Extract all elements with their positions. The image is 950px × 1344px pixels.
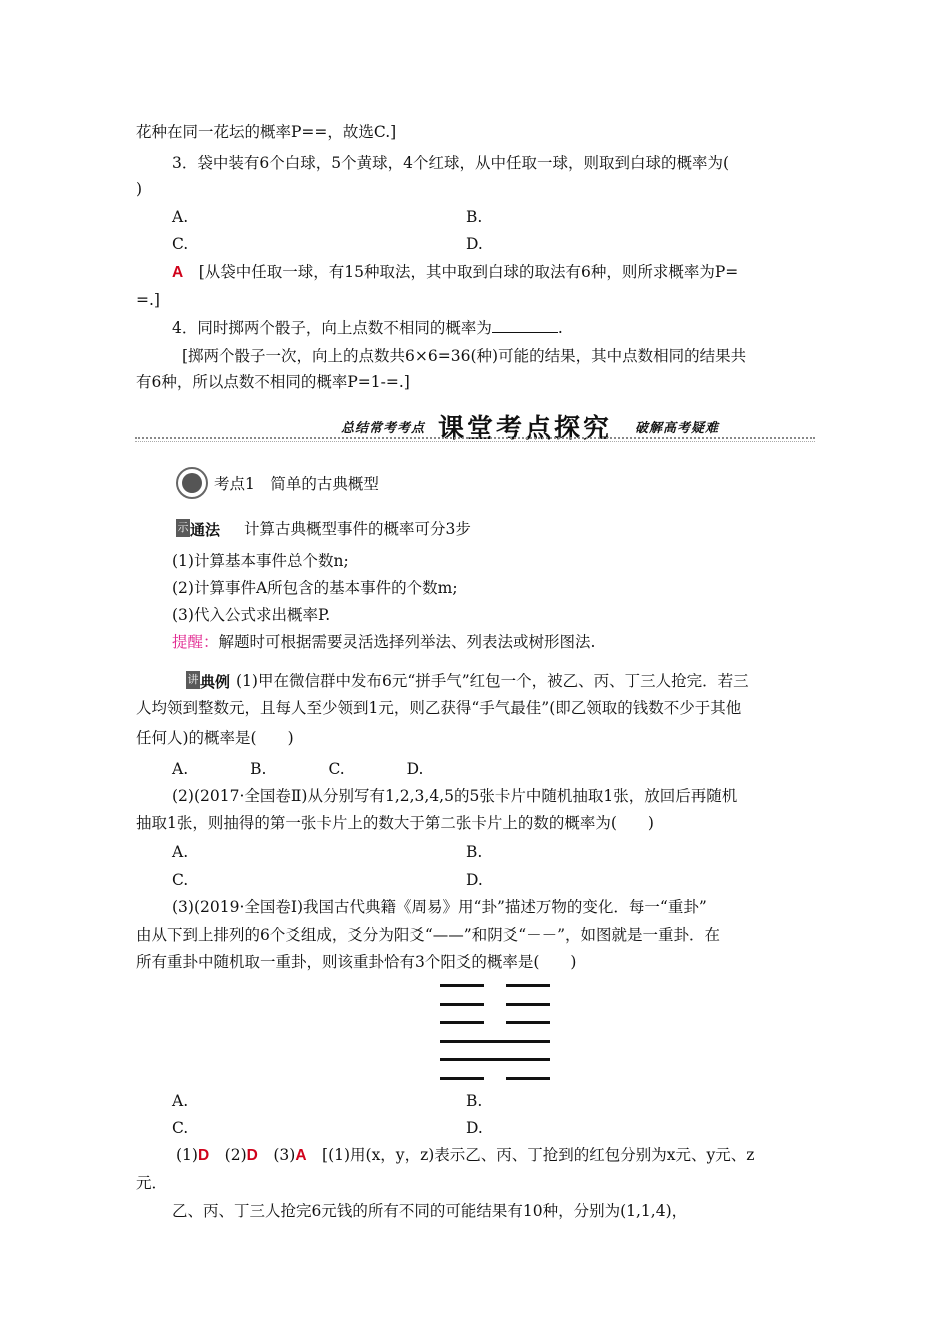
last-line: 乙、丙、丁三人抢完6元钱的所有不同的可能结果有10种，分别为(1,1,4)，	[172, 1202, 688, 1220]
banner-right: 破解高考疑难	[635, 421, 720, 436]
yin-line-segment	[440, 1021, 484, 1024]
answer-4-cont: 有6种，所以点数不相同的概率P=1-=.]	[136, 373, 410, 391]
option-b: B.	[466, 208, 483, 226]
example-1-cont: 人均领到整数元，且每人至少领到1元，则乙获得“手气最佳”(即乙领取的钱数不少于其他	[136, 699, 742, 717]
answer-letter: A	[172, 264, 184, 281]
yin-line-segment	[506, 1021, 550, 1024]
yin-line-segment	[506, 984, 550, 987]
option-d: D.	[466, 1119, 483, 1137]
option-d: D.	[466, 871, 483, 889]
option-c: C.	[172, 235, 189, 253]
option-a: A.	[172, 843, 189, 861]
option-b: B.	[466, 843, 483, 861]
answer-cont: 元．	[136, 1174, 168, 1192]
option-a: A.	[172, 1092, 189, 1110]
yang-line	[440, 1040, 550, 1043]
method-line: 计算古典概型事件的概率可分3步	[244, 520, 471, 538]
answer-line	[176, 1145, 754, 1166]
tip-text: 解题时可根据需要灵活选择列举法、列表法或树形图法.	[218, 633, 596, 651]
example-3-cont: 由从下到上排列的6个爻组成，爻分为阳爻“——”和阴爻“－－”，如图就是一重卦．在	[136, 926, 721, 944]
question-3-cont: )	[136, 180, 143, 198]
answer-part: (3)	[257, 1146, 296, 1164]
answer-letter: D	[197, 1147, 210, 1164]
tag-label: 典例	[200, 673, 231, 691]
section-title: 考点1 简单的古典概型	[214, 475, 379, 493]
section-circle-icon	[176, 467, 208, 499]
answer-3-cont: =.]	[136, 291, 160, 309]
answer-part: (2)	[209, 1146, 247, 1164]
yin-line-segment	[440, 984, 484, 987]
yin-line-segment	[440, 1077, 484, 1080]
answer-4: [掷两个骰子一次，向上的点数共6×6=36(种)可能的结果，其中点数相同的结果共	[182, 347, 747, 365]
example-3: (3)(2019·全国卷Ⅰ)我国古代典籍《周易》用“卦”描述万物的变化．每一“重卦”	[172, 898, 707, 916]
section-banner	[135, 408, 815, 444]
hexagram-figure	[440, 980, 550, 1080]
option-c: C.	[172, 871, 189, 889]
banner-divider	[135, 437, 815, 439]
banner-left: 总结常考考点	[341, 421, 426, 436]
yin-line-segment	[506, 1003, 550, 1006]
example-2-cont: 抽取1张，则抽得的第一张卡片上的数大于第二张卡片上的数的概率为( )	[136, 814, 654, 832]
tag-icon: 讲	[186, 671, 200, 689]
tag-icon: 示	[176, 519, 190, 537]
example-3-cont2: 所有重卦中随机取一重卦，则该重卦恰有3个阳爻的概率是( )	[136, 953, 577, 971]
option-a: A.	[172, 208, 189, 226]
answer-letter: A	[295, 1147, 307, 1164]
answer-blank	[492, 318, 558, 333]
answer-3	[172, 262, 738, 283]
step-2: (2)计算事件A所包含的基本事件的个数m;	[172, 579, 458, 597]
example-1: (1)甲在微信群中发布6元“拼手气”红包一个，被乙、丙、丁三人抢完．若三	[236, 672, 749, 690]
example-1-cont2: 任何人)的概率是( )	[136, 729, 294, 747]
yin-line-segment	[440, 1003, 484, 1006]
question-4	[172, 318, 563, 338]
yin-line-segment	[506, 1077, 550, 1080]
answer-explanation: [(1)用(x，y，z)表示乙、丙、丁抢到的红包分别为x元、y元、z	[306, 1146, 755, 1164]
tag-label: 通法	[190, 521, 221, 539]
option-d: D.	[466, 235, 483, 253]
answer-part: (1)	[176, 1146, 198, 1164]
question-3: 3．袋中装有6个白球，5个黄球，4个红球，从中任取一球，则取到白球的概率为(	[172, 154, 729, 172]
option-c: C.	[172, 1119, 189, 1137]
example-2: (2)(2017·全国卷Ⅱ)从分别写有1,2,3,4,5的5张卡片中随机抽取1张，放回后再随机	[172, 787, 738, 805]
question-4-end: .	[557, 319, 563, 337]
banner-title: 课堂考点探究	[438, 414, 613, 444]
step-1: (1)计算基本事件总个数n;	[172, 552, 349, 570]
yang-line	[440, 1058, 550, 1061]
question-4-text: 4．同时掷两个骰子，向上点数不相同的概率为	[172, 319, 492, 337]
example-1-options: A. B. C. D.	[172, 760, 424, 778]
tip-line	[172, 632, 595, 652]
step-3: (3)代入公式求出概率P.	[172, 606, 331, 624]
option-b: B.	[466, 1092, 483, 1110]
text-line: 花种在同一花坛的概率P==，故选C.]	[136, 123, 397, 141]
tip-label: 提醒：	[172, 633, 219, 651]
answer-letter: D	[246, 1147, 258, 1164]
banner-divider-2	[135, 441, 815, 442]
answer-text: [从袋中任取一球，有15种取法，其中取到白球的取法有6种，则所求概率为P=	[198, 263, 739, 281]
